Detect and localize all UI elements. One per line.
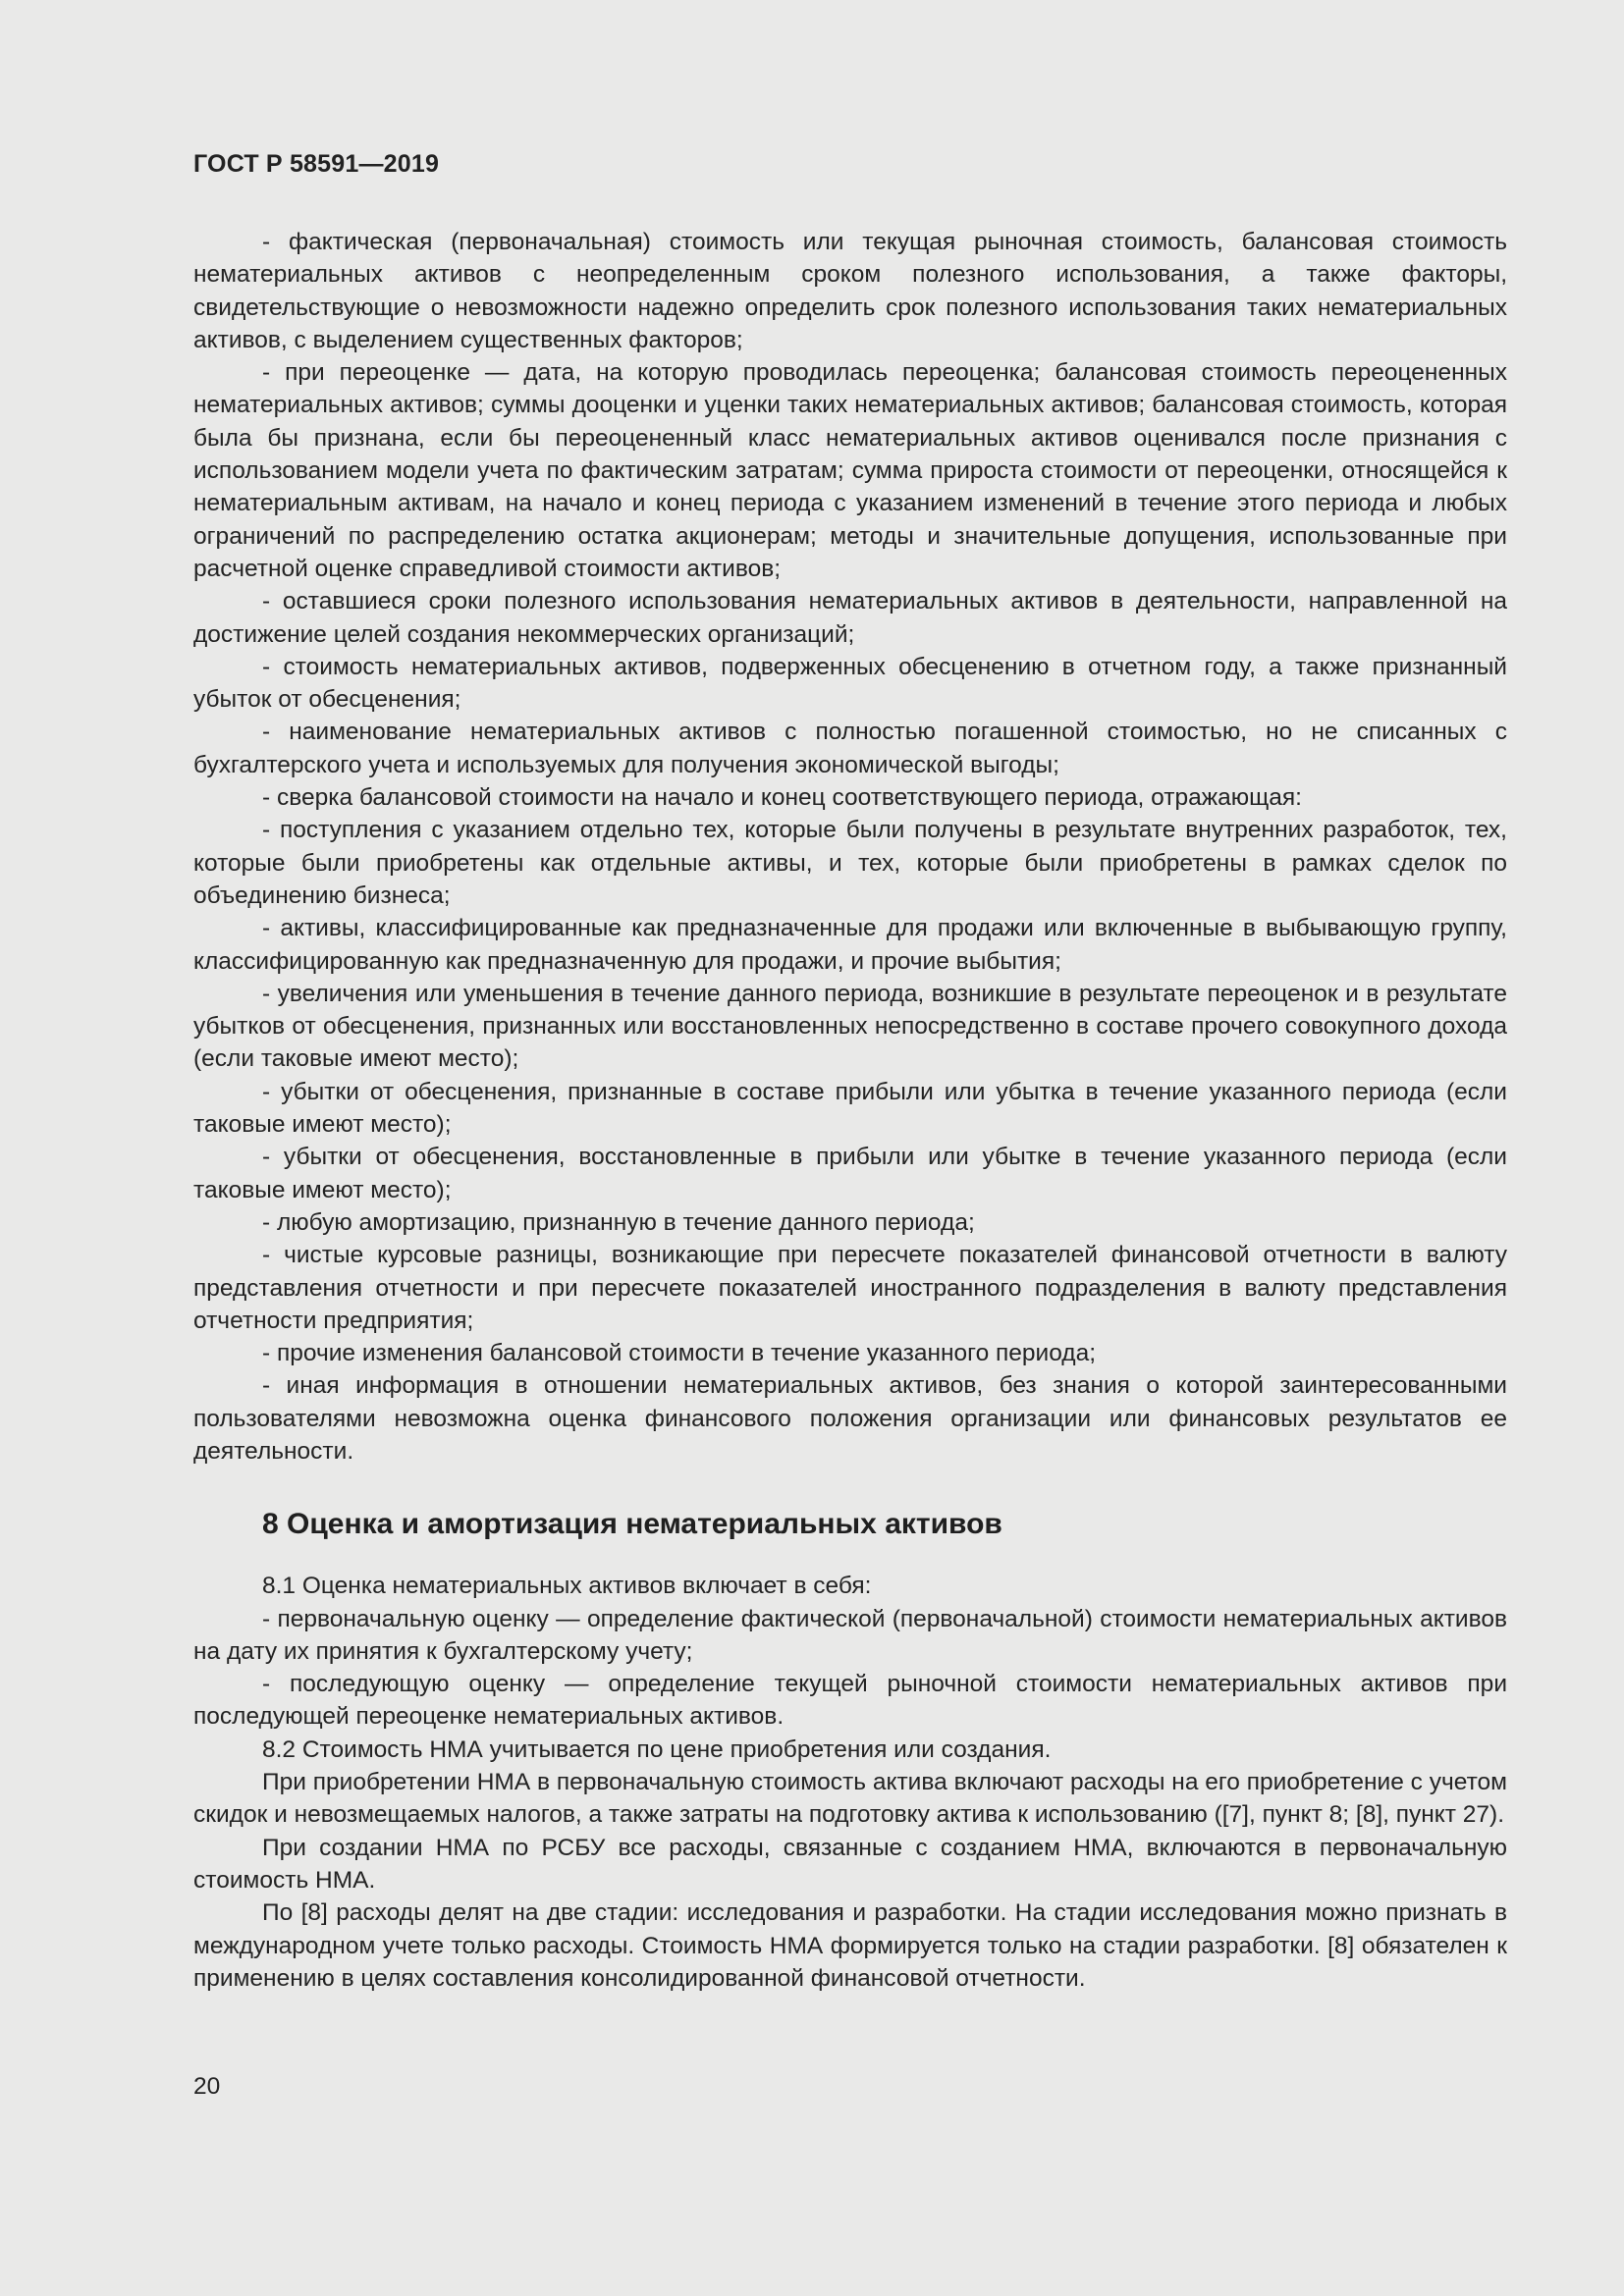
document-body [193, 226, 1507, 1995]
list-item: - увеличения или уменьшения в течение данного периода, возникшие в результате переоценок и в результате убытков от обесценения, признанных или восстановленных непосредственно в составе прочего совокупного дохода (если таковые имеют место); [193, 980, 1507, 1073]
list-item: - наименование нематериальных активов с полностью погашенной стоимостью, но не списанных с бухгалтерского учета и используемых для получения экономической выгоды; [193, 719, 1507, 778]
list-item: - фактическая (первоначальная) стоимость или текущая рыночная стоимость, балансовая стоимость нематериальных активов с неопределенным сроком полезного использования, а также факторы, свидетельствующие о невозможности надежно определить срок полезного использования таких нематериальных активов, с выделением существенных факторов; [193, 229, 1507, 353]
section-paragraph: По [8] расходы делят на две стадии: исследования и разработки. На стадии исследования можно признать в международном учете только расходы. Стоимость НМА формируется только на стадии разработки. [8] обязателен к применению в целях составления консолидированной финансовой отчетности. [193, 1899, 1507, 1992]
list-item: - иная информация в отношении нематериальных активов, без знания о которой заинтересованными пользователями невозможна оценка финансового положения организации или финансовых результатов ее деятельности. [193, 1372, 1507, 1465]
page-number: 20 [193, 2073, 221, 2100]
document-header: ГОСТ Р 58591—2019 [193, 150, 440, 178]
section-paragraph: При создании НМА по РСБУ все расходы, связанные с созданием НМА, включаются в первоначальную стоимость НМА. [193, 1834, 1507, 1894]
section-paragraph: 8.2 Стоимость НМА учитывается по цене приобретения или создания. [262, 1735, 1052, 1763]
list-item: - оставшиеся сроки полезного использования нематериальных активов в деятельности, направленной на достижение целей создания некоммерческих организаций; [193, 588, 1507, 648]
section-paragraph: При приобретении НМА в первоначальную стоимость актива включают расходы на его приобретение с учетом скидок и невозмещаемых налогов, а также затраты на подготовку актива к использованию ([7], пункт 8; [8], пункт 27). [193, 1769, 1507, 1829]
list-item: - активы, классифицированные как предназначенные для продажи или включенные в выбывающую группу, классифицированную как предназначенную для продажи, и прочие выбытия; [193, 915, 1507, 975]
section-heading: 8 Оценка и амортизация нематериальных активов [262, 1508, 1002, 1541]
list-item: - чистые курсовые разницы, возникающие при пересчете показателей финансовой отчетности в валюту представления отчетности и при пересчете показателей иностранного подразделения в валюту представления отчетности предприятия; [193, 1242, 1507, 1334]
list-item: - поступления с указанием отдельно тех, которые были получены в результате внутренних разработок, тех, которые были приобретены как отдельные активы, и тех, которые были приобретены в рамках сделок по объединению бизнеса; [193, 817, 1507, 909]
section-paragraph: - последующую оценку — определение текущей рыночной стоимости нематериальных активов при последующей переоценке нематериальных активов. [193, 1671, 1507, 1731]
list-item: - стоимость нематериальных активов, подверженных обесценению в отчетном году, а также признанный убыток от обесценения; [193, 653, 1507, 714]
list-item: - убытки от обесценения, восстановленные в прибыли или убытке в течение указанного периода (если таковые имеют место); [193, 1144, 1507, 1203]
section-paragraph: - первоначальную оценку — определение фактической (первоначальной) стоимости нематериальных активов на дату их принятия к бухгалтерскому учету; [193, 1605, 1507, 1665]
list-item: - прочие изменения балансовой стоимости в течение указанного периода; [262, 1340, 1097, 1367]
list-item: - любую амортизацию, признанную в течение данного периода; [262, 1208, 975, 1236]
list-item: - сверка балансовой стоимости на начало и конец соответствующего периода, отражающая: [262, 784, 1302, 812]
list-item: - убытки от обесценения, признанные в составе прибыли или убытка в течение указанного периода (если таковые имеют место); [193, 1078, 1507, 1139]
list-item: - при переоценке — дата, на которую проводилась переоценка; балансовая стоимость переоцененных нематериальных активов; суммы дооценки и уценки таких нематериальных активов; балансовая стоимость, которая была бы признана, если бы переоцененный класс нематериальных активов оценивался после признания с использованием модели учета по фактическим затратам; сумма прироста стоимости от переоценки, относящейся к нематериальным активам, на начало и конец периода с указанием изменений в течение этого периода и любых ограничений по распределению остатка акционерам; методы и значительные допущения, использованные при расчетной оценке справедливой стоимости активов; [193, 359, 1507, 582]
section-paragraph: 8.1 Оценка нематериальных активов включает в себя: [262, 1573, 872, 1600]
